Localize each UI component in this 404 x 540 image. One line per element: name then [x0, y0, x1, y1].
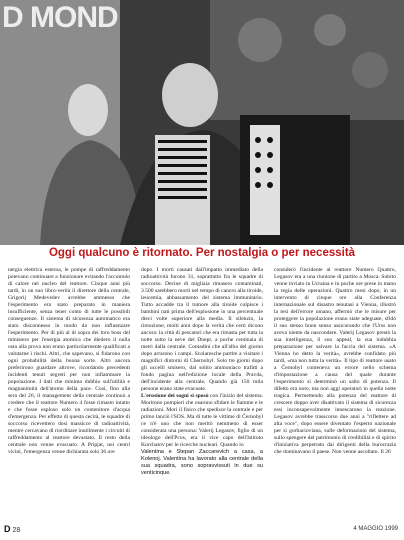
- column-3-text: considerò l'incidente al reattore Numero Quattro, Legasov era a una riunione di partito a Mosca. Subito venne inviato in Ucraina e in poche ore prese in mano la regia delle operazioni. Quattro mesi dopo, in un intervento di cinque ore alla Conferenza internazionale sul disastro tenutasi a Vienna, illustrò la tesi dell'errore umano, affermò che le misure per proteggere la popolazione erano state adeguate, sfidò il suo stesso buon senso assicurando che l'Urss non aveva niente da nascondere. Valerij Legasov prestò la sua intelligenza, il suo appeal, la sua indubbia preparazione per salvare la faccia del sistema. «A Vienna ho detto la verità», avrebbe confidato più tardi, «ma non tutta la verità». Il tipo di reattore usato a Černobyl conteneva un errore nello schema d'impostazione a causa del quale durante l'esperimento si determinò un salto di potenza. Il difetto era noto, ma non aggi operatori in quella notte tragica. Permettendo alla potenza del reattore di crescere doppo aver disattivato il sistema di sicurezza essi inconsapevolmente innescarono la reazione. Legasov avrebbe trasscorso due anni a "riflettere ad alta voce", dopo essere diventato l'esperto nazionale per sì gorbacioviana, sulle deformazioni del sistema, sullo spengere del patrimonio di credibilità e di spirito d'iniziativa perpetrato dai dirigenti della burocrazia che dominavano il paese. Non venne ascoltato. Il 26: [274, 267, 396, 455]
- issue-date: 4 MAGGIO 1999: [353, 526, 398, 532]
- article-headline: Oggi qualcuno è ritornato. Per nostalgia o per necessità: [48, 247, 356, 259]
- column-2-paragraph: [141, 393, 263, 449]
- magazine-mark: D: [4, 524, 11, 534]
- paragraph-text: con l'inizio del sistema. Morirono pompieri che osarono sfidare le fiamme e le radiazioni. Morì il fisico che spedisce la centrale e per primo lanciò l'SOS. Ma di tutte le vittime di Černobyl ce n'è uno che non meritò nemmeno di esser considerata una persona: Valerij Legasov, figlio di un ideologo dell'Pcus, era il vice capo dell'Istituto Kurchatov per le ricerche nucleari. Quando lo: [141, 393, 263, 448]
- section-logo: D MOND: [2, 1, 118, 34]
- text-column-2: [141, 267, 263, 515]
- article-photo: [0, 0, 404, 245]
- photo-caption: Valentina e Stepan Zaccarevich a casa, a Kolenoj. Valentina ha lavorato alla centrale della sua squadra, sono sopravvissuti in due su venticinque.: [141, 449, 263, 476]
- page-number: 28: [12, 527, 21, 534]
- paragraph-lead: L'erosione dei sogni si sposò: [141, 393, 209, 399]
- photo-illustration: [0, 0, 404, 245]
- article-body: [8, 267, 398, 515]
- text-column-3: [274, 267, 396, 515]
- page-footer-left: [4, 524, 20, 534]
- text-column-1: [8, 267, 130, 515]
- column-1-text: nergia elettrica esterna, le pompe di raffreddamento potevano continuare a funzionare evitando l'accumulo di calore nel nucleo del reattore. Cinque anni più tardi, in un suo libro-verità il direttore della centrale, Grigorij Medevedev avrebbe ammesso che l'esperimento era stato preparato in maniera insufficiente, senza tener conto di tutte le possibili conseguenze. Il sistema di sicurezza automatico era stato disconnesso in modo da non influenzare l'esperimento. Per di più al di sopra dei loro boss del ministero per l'energia atomica che diedero il nulla osta alla prova non erano particolarmente qualificati a valutarne i rischi. Altri, che sapevano, si fidarono con ogni probabilità della buona sorte. Altri ancora preferirono guardare altrove, ricordando precedenti incidenti tenuti segreti per non infiammare la popolazione. I dati che minimo dubbio sull'utilità e magnanimità dell'atomo della pace. Così, fino alla sera del 26, il management della centrale continuò a credere che il reattore Numero 4 fosse rimasto intatto e che fosse esploso solo un contenitore d'acqua d'emergenza. Per effetto di questa cecità, le squadre di soccorso ricevettero dosi massicce di radioattività, mentre cercavano di riordinare inutilmente i circuiti di raffreddamento al reattore devastato. Il resto della centrale non venne evacuato. A Pripjat, nei centri vicini, l'emergenza venne dichiarata solo 36 ore: [8, 267, 130, 455]
- column-2-text: dopo. I morti causati dall'impatto immediato della radioattività furono 31, soprattutto fra le squadre di soccorso. Decine di migliaia rimasero contaminati, 3.500 sarebbero morti nel tempo di cancro alla tiroide, leucemia, abbassamento del sistema immunitario. Tutto accadde tra il tumore alla tiroide colpisce i bambini nati prima dell'esplosione in una percentuale dieci volte superiore alla media. Il silenzio, la rimozione, molti anni dopo la verità che certi dicono ancora: la città di pescatori che era rimasta per tutta la notte sotto la neve del Dnepr, a poche centinaia di metri dalla centrale. Contadini che all'alba del giorno dopo arrarono i campi. Scolaresche partite a visitare i magnifici dintorni di Chernobyl. Solo tre giorni dopo gli uccelli smisero, dal solito ammoniaco trafitti a fondo pagina nell'edizione locale della Pravda, dell'incidente alla centrale. Quando già 150 mila persone erano state evacuate.: [141, 267, 263, 392]
